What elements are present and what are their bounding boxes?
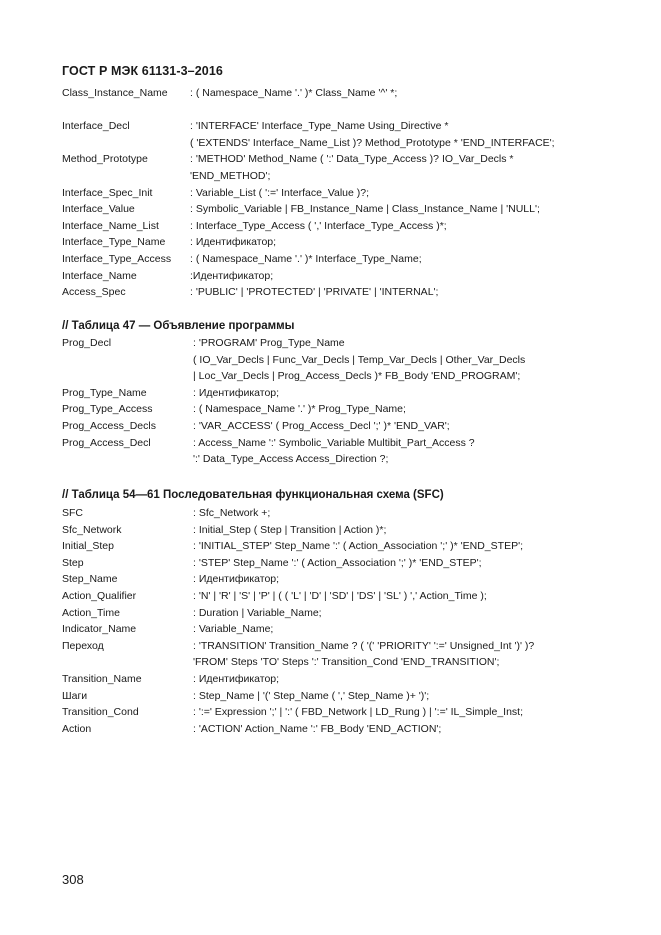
section-title: // Таблица 47 — Объявление программы (62, 320, 295, 332)
rule-definition: 'END_METHOD'; (190, 170, 271, 182)
rule-term: Prog_Access_Decls (62, 420, 156, 432)
rule-term: Interface_Spec_Init (62, 186, 153, 199)
grammar-rule-row (62, 522, 622, 538)
rule-term: Interface_Type_Access (62, 253, 172, 265)
rule-term: Interface_Value (62, 203, 135, 216)
rule-term: Initial_Step (62, 540, 114, 553)
rule-definition: : 'PROGRAM' Prog_Type_Name (193, 337, 345, 349)
grammar-rule-row (62, 621, 622, 637)
rule-definition: : Variable_Name; (193, 623, 274, 636)
rule-term: Step (62, 556, 84, 569)
rule-definition: : Initial_Step ( Step | Transition | Action )*; (193, 523, 387, 536)
grammar-rule-row (62, 251, 622, 267)
rule-definition: : Идентификатор; (193, 573, 280, 586)
grammar-rule-row (62, 201, 622, 217)
grammar-rule-row (62, 638, 622, 654)
rule-term: Transition_Cond (62, 706, 139, 719)
rule-term: Action (62, 722, 92, 735)
page-header: ГОСТ Р МЭК 61131-3–2016 (62, 64, 223, 78)
rule-term: Transition_Name (62, 673, 142, 685)
rule-term: Access_Spec (62, 286, 126, 299)
grammar-rule-row (62, 102, 622, 118)
rule-definition: : Идентификатор; (193, 386, 280, 399)
rule-term: Interface_Decl (62, 120, 130, 133)
grammar-rule-row (62, 85, 622, 101)
grammar-rule-row (62, 605, 622, 621)
grammar-rule-row (62, 654, 622, 670)
grammar-rule-row (62, 268, 622, 284)
rule-definition: : 'STEP' Step_Name ':' ( Action_Association ';' )* 'END_STEP'; (193, 556, 482, 569)
grammar-rule-row (62, 435, 622, 451)
rule-term: Prog_Decl (62, 337, 112, 349)
grammar-rule-row (62, 151, 622, 167)
rule-definition: : Идентификатор; (193, 673, 280, 685)
rule-term: Sfc_Network (62, 523, 122, 536)
grammar-rule-row (62, 588, 622, 604)
grammar-rule-row (62, 185, 622, 201)
rule-definition: : 'INTERFACE' Interface_Type_Name Using_Directive * (190, 120, 449, 133)
grammar-rule-row (62, 401, 622, 417)
grammar-rule-row (62, 234, 622, 250)
rule-definition: : ( Namespace_Name '.' )* Prog_Type_Name; (193, 403, 406, 416)
rule-definition: : Symbolic_Variable | FB_Instance_Name | Class_Instance_Name | 'NULL'; (190, 203, 540, 216)
rule-term: Class_Instance_Name (62, 87, 168, 99)
rule-definition: : 'N' | 'R' | 'S' | 'P' | ( ( 'L' | 'D' | 'SD' | 'DS' | 'SL' ) ',' Action_Time ); (193, 590, 487, 602)
rule-term: Interface_Name_List (62, 219, 159, 232)
grammar-rule-row (62, 418, 622, 434)
grammar-rule-row (62, 451, 622, 467)
rule-definition: : ':=' Expression ';' | ':' ( FBD_Network | LD_Rung ) | ':=' IL_Simple_Inst; (193, 706, 524, 719)
grammar-rule-row (62, 571, 622, 587)
rule-definition: : 'VAR_ACCESS' ( Prog_Access_Decl ';' )* 'END_VAR'; (193, 420, 450, 432)
rule-definition: ( IO_Var_Decls | Func_Var_Decls | Temp_Var_Decls | Other_Var_Decls (193, 353, 526, 366)
rule-term: Action_Qualifier (62, 590, 137, 602)
rule-term: Method_Prototype (62, 153, 148, 166)
rule-definition: : 'ACTION' Action_Name ':' FB_Body 'END_ACTION'; (193, 722, 442, 735)
rule-term: Prog_Type_Name (62, 386, 147, 399)
section-title: // Таблица 54—61 Последовательная функциональная схема (SFC) (62, 489, 444, 501)
rule-term: Step_Name (62, 573, 118, 586)
rule-term: Переход (62, 639, 104, 652)
grammar-rule-row (62, 555, 622, 571)
rule-definition: : ( Namespace_Name '.' )* Class_Name '^' *; (190, 87, 398, 99)
rule-definition: 'FROM' Steps 'TO' Steps ':' Transition_Cond 'END_TRANSITION'; (193, 656, 500, 669)
grammar-rule-row (62, 538, 622, 554)
rule-definition: : ( Namespace_Name '.' )* Interface_Type_Name; (190, 253, 422, 265)
grammar-rule-row (62, 168, 622, 184)
grammar-rule-row (62, 671, 622, 687)
rule-definition: : Duration | Variable_Name; (193, 606, 322, 619)
grammar-rule-row (62, 352, 622, 368)
rule-definition: : 'TRANSITION' Transition_Name ? ( '(' 'PRIORITY' ':=' Unsigned_Int ')' )? (193, 639, 535, 652)
grammar-rule-row (62, 385, 622, 401)
rule-term: Prog_Type_Access (62, 403, 153, 416)
grammar-rule-row (62, 368, 622, 384)
rule-term: Action_Time (62, 606, 120, 619)
rule-definition: | Loc_Var_Decls | Prog_Access_Decls )* FB_Body 'END_PROGRAM'; (193, 370, 521, 383)
grammar-rule-row (62, 688, 622, 704)
rule-definition: : Variable_List ( ':=' Interface_Value )?; (190, 186, 370, 199)
rule-term: Interface_Type_Name (62, 236, 166, 249)
rule-definition: ':' Data_Type_Access Access_Direction ?; (193, 453, 389, 466)
grammar-rule-row (62, 335, 622, 351)
rule-definition: : 'INITIAL_STEP' Step_Name ':' ( Action_Association ';' )* 'END_STEP'; (193, 540, 523, 553)
rule-definition: : Interface_Type_Access ( ',' Interface_Type_Access )*; (190, 219, 447, 232)
rule-definition: : Access_Name ':' Symbolic_Variable Multibit_Part_Access ? (193, 436, 475, 449)
grammar-rule-row (62, 218, 622, 234)
page-number: 308 (62, 872, 84, 887)
rule-definition: : 'PUBLIC' | 'PROTECTED' | 'PRIVATE' | 'INTERNAL'; (190, 286, 439, 299)
grammar-rule-row (62, 704, 622, 720)
rule-term: SFC (62, 507, 83, 519)
grammar-rule-row (62, 505, 622, 521)
rule-definition: : Sfc_Network +; (193, 507, 271, 519)
rule-definition: : 'METHOD' Method_Name ( ':' Data_Type_Access )? IO_Var_Decls * (190, 153, 514, 166)
rule-term: Indicator_Name (62, 623, 137, 636)
rule-definition: :Идентификатор; (190, 269, 274, 282)
rule-definition: : Step_Name | '(' Step_Name ( ',' Step_Name )+ ')'; (193, 689, 430, 702)
rule-term: Prog_Access_Decl (62, 436, 151, 449)
rule-term: Interface_Name (62, 269, 137, 282)
grammar-rule-row (62, 118, 622, 134)
grammar-rule-row (62, 135, 622, 151)
rule-term: Шаги (62, 689, 88, 702)
grammar-rule-row (62, 284, 622, 300)
rule-definition: ( 'EXTENDS' Interface_Name_List )? Method_Prototype * 'END_INTERFACE'; (190, 136, 555, 149)
rule-definition: : Идентификатор; (190, 236, 277, 249)
grammar-rule-row (62, 721, 622, 737)
